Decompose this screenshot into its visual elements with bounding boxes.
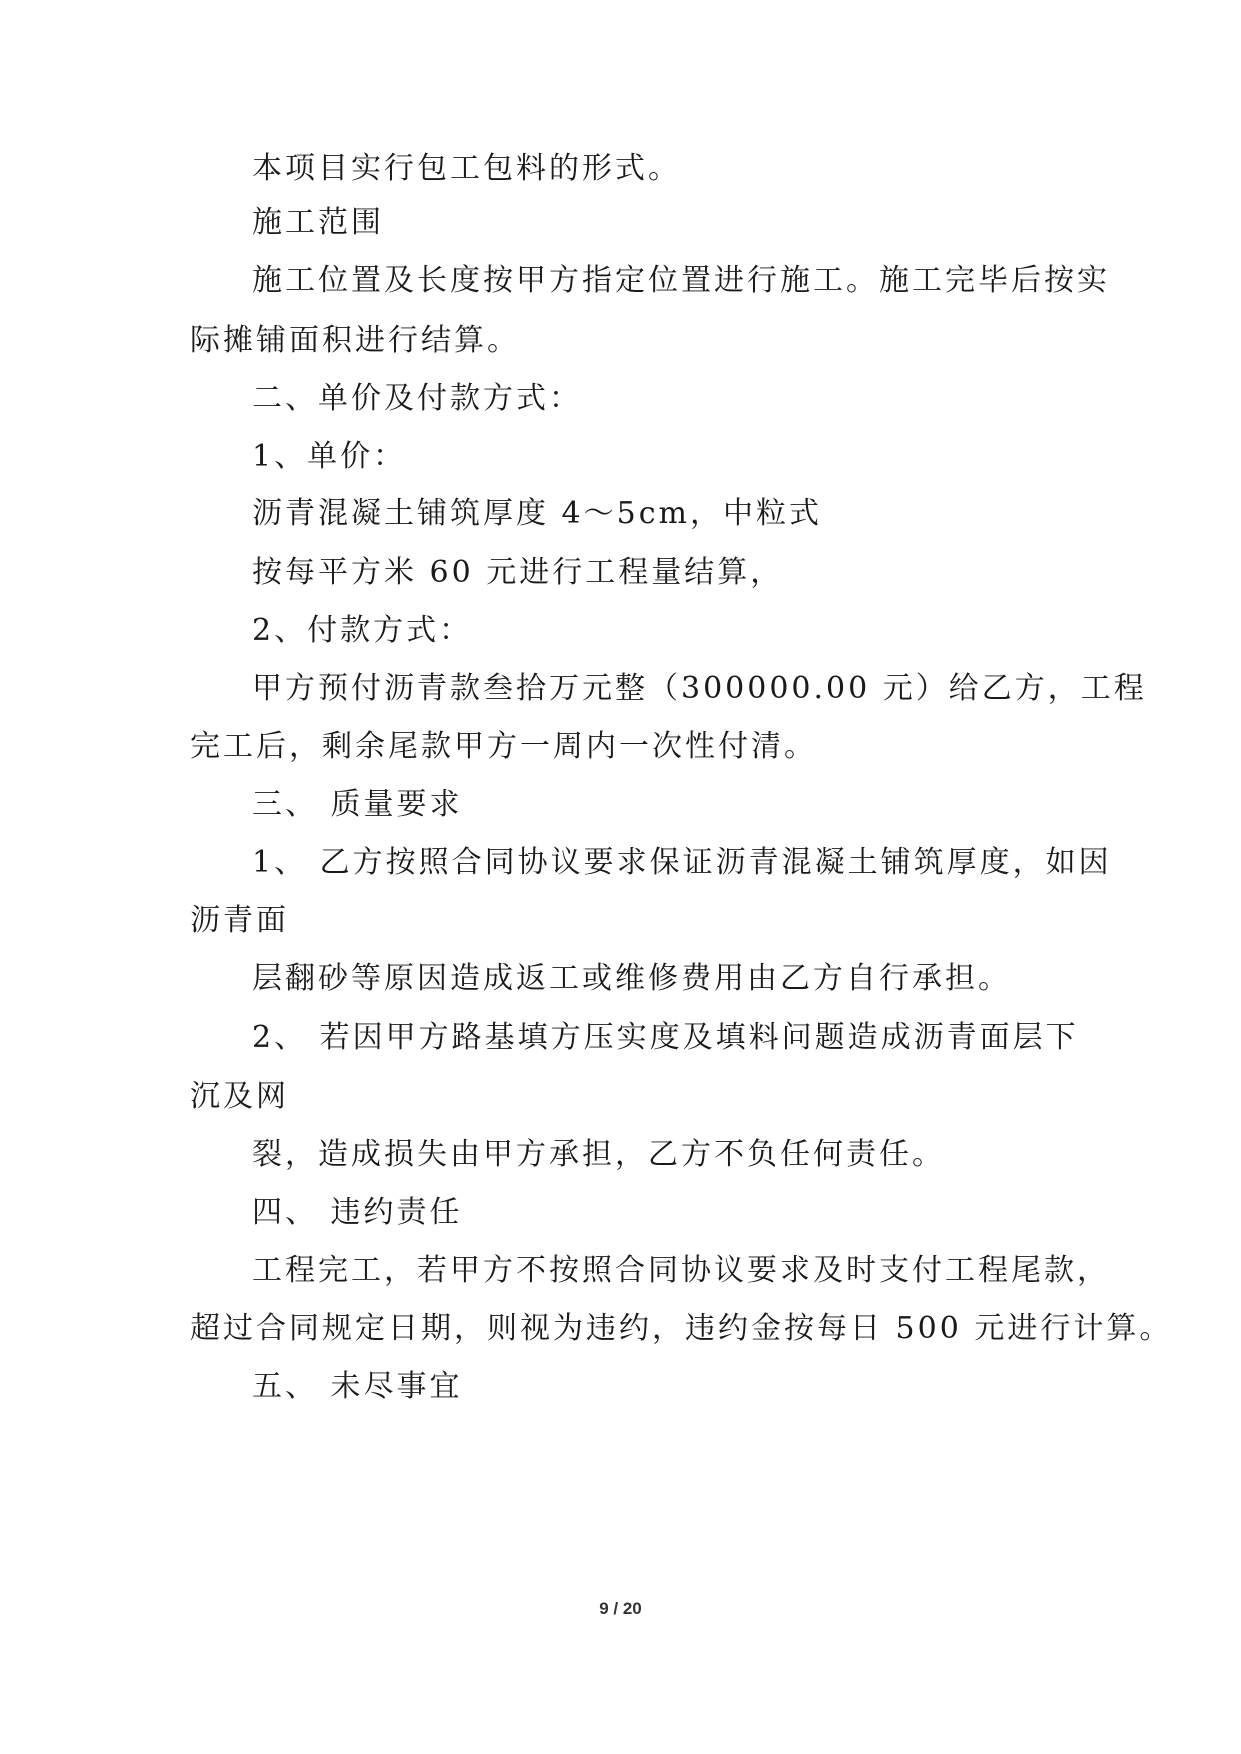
paragraph-line: 施工位置及长度按甲方指定位置进行施工。施工完毕后按实 [252,263,1110,298]
paragraph-line: 沉及网 [190,1079,289,1114]
paragraph-line: 层翻砂等原因造成返工或维修费用由乙方自行承担。 [252,961,1011,996]
section-heading: 四、 违约责任 [252,1195,463,1230]
paragraph-line: 超过合同规定日期，则视为违约，违约金按每日 500 元进行计算。 [190,1311,1173,1346]
paragraph-line: 工程完工，若甲方不按照合同协议要求及时支付工程尾款， [252,1253,1110,1288]
section-heading: 五、 未尽事宜 [252,1369,463,1404]
paragraph-line: 2、 若因甲方路基填方压实度及填料问题造成沥青面层下 [252,1020,1079,1055]
paragraph-line: 际摊铺面积进行结算。 [190,323,520,358]
paragraph-line: 按每平方米 60 元进行工程量结算， [252,555,784,590]
paragraph-line: 沥青面 [190,903,289,938]
paragraph-line: 完工后，剩余尾款甲方一周内一次性付清。 [190,729,817,764]
page-number: 9 / 20 [599,1599,642,1618]
paragraph-line: 甲方预付沥青款叁拾万元整（300000.00 元）给乙方，工程 [252,671,1147,706]
paragraph-line: 沥青混凝土铺筑厚度 4～5cm，中粒式 [252,496,822,531]
section-heading: 施工范围 [252,205,384,240]
section-heading: 二、单价及付款方式： [252,381,582,416]
paragraph-line: 裂，造成损失由甲方承担，乙方不负任何责任。 [252,1137,945,1172]
sub-heading: 2、付款方式： [252,613,473,648]
section-heading: 三、 质量要求 [252,787,463,822]
paragraph-line: 1、 乙方按照合同协议要求保证沥青混凝土铺筑厚度，如因 [252,845,1112,880]
sub-heading: 1、单价： [252,439,407,474]
paragraph-line: 本项目实行包工包料的形式。 [252,151,681,186]
